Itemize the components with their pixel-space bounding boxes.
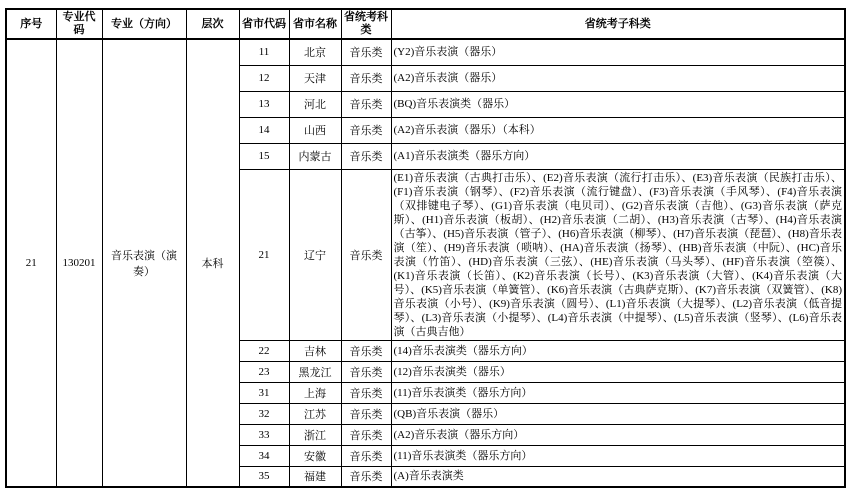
cell-exam-category: 音乐类	[341, 91, 391, 117]
cell-exam-category: 音乐类	[341, 117, 391, 143]
cell-exam-category: 音乐类	[341, 403, 391, 424]
cell-exam-subcategory: (A2)音乐表演（器乐）（本科）	[391, 117, 845, 143]
cell-province-name: 黑龙江	[289, 361, 341, 382]
header-exam-subcategory: 省统考子科类	[391, 9, 845, 39]
cell-exam-subcategory: (A2)音乐表演（器乐）	[391, 65, 845, 91]
cell-exam-subcategory: (QB)音乐表演（器乐）	[391, 403, 845, 424]
cell-province-code: 13	[239, 91, 289, 117]
cell-exam-category: 音乐类	[341, 361, 391, 382]
cell-exam-subcategory: (Y2)音乐表演（器乐）	[391, 39, 845, 65]
cell-province-name: 内蒙古	[289, 143, 341, 169]
cell-exam-category: 音乐类	[341, 382, 391, 403]
cell-province-name: 天津	[289, 65, 341, 91]
cell-exam-subcategory: (11)音乐表演类（器乐方向）	[391, 445, 845, 466]
cell-province-name: 山西	[289, 117, 341, 143]
header-seq: 序号	[6, 9, 56, 39]
cell-major-name: 音乐表演（演奏）	[102, 39, 186, 487]
cell-province-name: 江苏	[289, 403, 341, 424]
cell-exam-subcategory: (BQ)音乐表演类（器乐）	[391, 91, 845, 117]
cell-province-code: 33	[239, 424, 289, 445]
cell-exam-category: 音乐类	[341, 445, 391, 466]
header-province-code: 省市代码	[239, 9, 289, 39]
cell-province-name: 上海	[289, 382, 341, 403]
cell-exam-subcategory: (E1)音乐表演（古典打击乐）、(E2)音乐表演（流行打击乐）、(E3)音乐表演（民族打击乐）、(F1)音乐表演（钢琴）、(F2)音乐表演（流行键盘）、(F3)音乐表演（手风琴）、(F4)音乐表演（双排键电子琴）、(G1)音乐表演（电贝司）、(G2)音乐表演（吉他）、(G3)音乐表演（萨克斯）、(H1)音乐表演（板胡）、(H2)音乐表演（二胡）、(H3)音乐表演（古琴）、(H4)音乐表演（古筝）、(H5)音乐表演（管子）、(H6)音乐表演（柳琴）、(H7)音乐表演（琵琶）、(H8)音乐表演（笙）、(H9)音乐表演（唢呐）、(HA)音乐表演（扬琴）、(HB)音乐表演（中阮）、(HC)音乐表演（竹笛）、(HD)音乐表演（三弦）、(HE)音乐表演（马头琴）、(HF)音乐表演（箜篌）、(K1)音乐表演（长笛）、(K2)音乐表演（长号）、(K3)音乐表演（大管）、(K4)音乐表演（大号）、(K5)音乐表演（单簧管）、(K6)音乐表演（古典萨克斯）、(K7)音乐表演（双簧管）、(K8)音乐表演（小号）、(K9)音乐表演（圆号）、(L1)音乐表演（大提琴）、(L2)音乐表演（低音提琴）、(L3)音乐表演（小提琴）、(L4)音乐表演（中提琴）、(L5)音乐表演（竖琴）、(L6)音乐表演（古典吉他）	[391, 169, 845, 340]
cell-exam-subcategory: (A1)音乐表演类（器乐方向）	[391, 143, 845, 169]
cell-level: 本科	[186, 39, 239, 487]
cell-province-name: 辽宁	[289, 169, 341, 340]
cell-exam-category: 音乐类	[341, 466, 391, 487]
cell-province-code: 14	[239, 117, 289, 143]
cell-province-code: 22	[239, 340, 289, 361]
cell-exam-subcategory: (12)音乐表演类（器乐）	[391, 361, 845, 382]
table-row	[6, 39, 845, 65]
cell-province-code: 34	[239, 445, 289, 466]
cell-province-code: 35	[239, 466, 289, 487]
cell-exam-category: 音乐类	[341, 65, 391, 91]
cell-major-code: 130201	[56, 39, 102, 487]
cell-province-name: 北京	[289, 39, 341, 65]
cell-exam-subcategory: (14)音乐表演类（器乐方向）	[391, 340, 845, 361]
cell-exam-category: 音乐类	[341, 169, 391, 340]
header-major-code: 专业代码	[56, 9, 102, 39]
cell-province-name: 河北	[289, 91, 341, 117]
cell-province-name: 浙江	[289, 424, 341, 445]
cell-exam-category: 音乐类	[341, 39, 391, 65]
cell-seq: 21	[6, 39, 56, 487]
cell-province-name: 吉林	[289, 340, 341, 361]
cell-province-code: 15	[239, 143, 289, 169]
cell-province-code: 31	[239, 382, 289, 403]
header-row	[6, 9, 845, 39]
cell-exam-subcategory: (11)音乐表演类（器乐方向）	[391, 382, 845, 403]
cell-province-code: 11	[239, 39, 289, 65]
cell-exam-category: 音乐类	[341, 340, 391, 361]
header-level: 层次	[186, 9, 239, 39]
cell-exam-category: 音乐类	[341, 424, 391, 445]
cell-province-code: 23	[239, 361, 289, 382]
major-province-exam-table	[5, 8, 846, 488]
cell-exam-subcategory: (A)音乐表演类	[391, 466, 845, 487]
cell-exam-subcategory: (A2)音乐表演（器乐方向）	[391, 424, 845, 445]
header-exam-category: 省统考科类	[341, 9, 391, 39]
cell-province-name: 安徽	[289, 445, 341, 466]
cell-province-code: 21	[239, 169, 289, 340]
cell-province-name: 福建	[289, 466, 341, 487]
header-major-name: 专业（方向）	[102, 9, 186, 39]
cell-exam-category: 音乐类	[341, 143, 391, 169]
cell-province-code: 12	[239, 65, 289, 91]
header-province-name: 省市名称	[289, 9, 341, 39]
cell-province-code: 32	[239, 403, 289, 424]
